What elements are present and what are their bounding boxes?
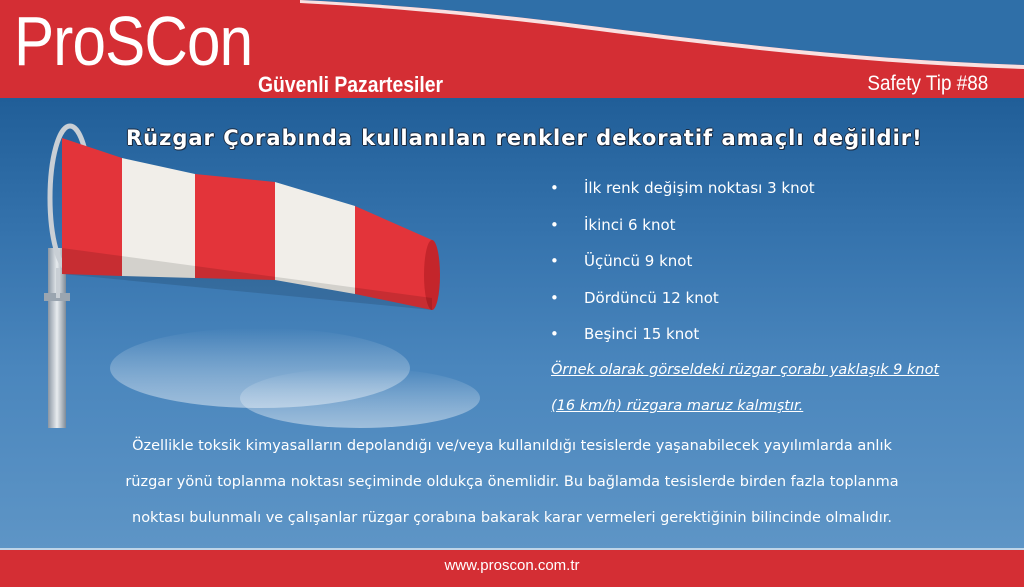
bullet-icon: • (550, 179, 559, 197)
safety-tip-number: Safety Tip #88 (867, 72, 988, 95)
main-title: Rüzgar Çorabında kullanılan renkler dekoratif amaçlı değildir! (126, 126, 923, 150)
website-url: www.proscon.com.tr (444, 557, 580, 574)
proscon-logo: ProSCon (14, 2, 253, 80)
list-item: • İlk renk değişim noktası 3 knot (550, 170, 1010, 207)
series-tagline: Güvenli Pazartesiler (258, 72, 444, 97)
explanation-paragraph (40, 428, 984, 536)
list-item: • İkinci 6 knot (550, 207, 1010, 244)
footer-bar (0, 550, 1024, 587)
header-bar (0, 0, 1024, 98)
paragraph-line: rüzgar yönü toplanma noktası seçiminde oldukça önemlidir. Bu bağlamda tesislerde birden fazla toplanma (125, 474, 899, 490)
list-item: • Beşinci 15 knot (550, 316, 1010, 353)
bullet-icon: • (550, 325, 559, 343)
bullet-icon: • (550, 215, 559, 234)
example-line-1: Örnek olarak görseldeki rüzgar çorabı yaklaşık 9 knot (551, 362, 940, 378)
paragraph-line: Özellikle toksik kimyasalların depolandığı ve/veya kullanıldığı tesislerde yaşanabilecek yayılımlarda anlık (132, 438, 892, 454)
threshold-list (550, 170, 1010, 353)
example-note (551, 352, 1001, 424)
example-line-2: (16 km/h) rüzgara maruz kalmıştır. (551, 398, 804, 414)
bullet-icon: • (550, 252, 559, 270)
main-content (0, 98, 1024, 550)
list-item: • Dördüncü 12 knot (550, 280, 1010, 317)
paragraph-line: noktası bulunmalı ve çalışanlar rüzgar çorabına bakarak karar vermeleri gerektiğinin bilincinde olmalıdır. (132, 510, 892, 526)
bullet-icon: • (550, 288, 559, 307)
list-item: • Üçüncü 9 knot (550, 243, 1010, 280)
